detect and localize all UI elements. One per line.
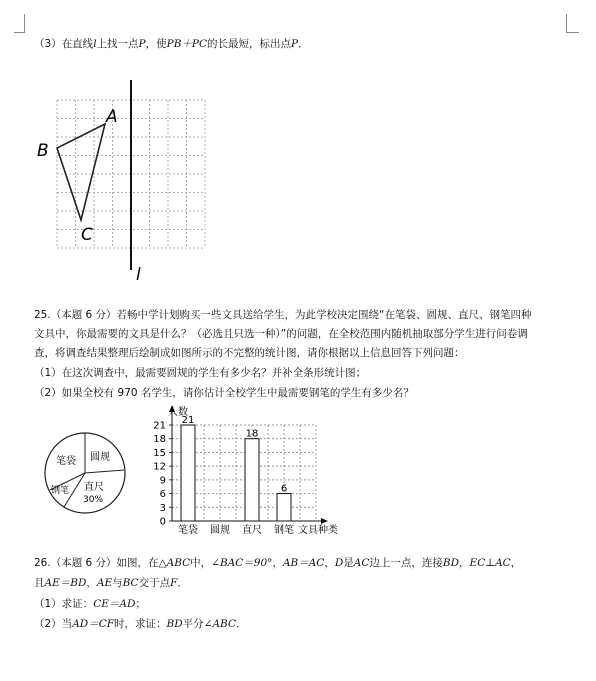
q24-part3-text: （3）在直线l上找一点P，使PB＋PC的长最短，标出点P． xyxy=(34,38,309,50)
corner-mark-top-right xyxy=(566,14,579,33)
bar-3 xyxy=(277,494,291,521)
q26-sub2: （2）当AD＝CF时，求证：BD平分∠ABC． xyxy=(34,618,247,630)
y-tick-label-1: 3 xyxy=(159,502,166,514)
bar-value-label-3: 6 xyxy=(280,483,288,495)
x-tick-label-3: 钢笔 xyxy=(274,525,294,536)
bar-value-label-2: 18 xyxy=(245,428,259,440)
bar-chart xyxy=(140,400,340,540)
label-a: A xyxy=(106,107,118,127)
y-tick-label-7: 21 xyxy=(153,420,166,432)
x-axis-label: 文具种类 xyxy=(298,525,338,536)
bar-value-label-0: 21 xyxy=(181,415,195,426)
x-tick-label-1: 圆规 xyxy=(210,525,230,536)
y-tick-label-5: 15 xyxy=(153,447,166,459)
q25-line1: 25.（本题 6 分）若畅中学计划购买一些文具送给学生，为此学校决定围绕“在笔袋、圆规、直尺、钢笔四种 xyxy=(34,309,532,321)
pie-label-gangbi: 钢笔 xyxy=(51,486,70,496)
x-axis-arrow xyxy=(321,518,328,524)
q26-sub1: （1）求证：CE＝AD； xyxy=(34,598,146,610)
q26-line1: 26.（本题 6 分）如图，在△ABC中，∠BAC＝90°，AB＝AC，D是AC边上一点，连接BD，EC⊥AC， xyxy=(34,557,522,569)
pie-label-yuangui: 圆规 xyxy=(90,452,110,463)
triangle-abc xyxy=(57,124,105,220)
corner-mark-top-left xyxy=(14,14,25,33)
label-c: C xyxy=(81,225,93,245)
bar-0 xyxy=(181,425,195,521)
y-tick-label-6: 18 xyxy=(153,434,166,446)
q25-line3: 查，将调查结果整理后绘制成如图所示的不完整的统计图，请你根据以上信息回答下列问题： xyxy=(34,347,465,359)
q26-line2: 且AE＝BD，AE与BC交于点F． xyxy=(34,577,188,589)
y-tick-label-0: 0 xyxy=(159,516,166,528)
pie-label-percent: 30% xyxy=(83,495,104,505)
pie-chart xyxy=(42,430,132,520)
y-tick-label-4: 12 xyxy=(153,461,166,473)
y-tick-label-3: 9 xyxy=(159,475,166,487)
y-tick-label-2: 6 xyxy=(159,489,166,501)
grid-figure xyxy=(30,72,220,282)
x-tick-label-2: 直尺 xyxy=(242,525,262,536)
bar-2 xyxy=(245,439,259,521)
pie-label-zhichi: 直尺 xyxy=(84,482,104,493)
q25-sub2: （2）如果全校有 970 名学生，请你估计全校学生中最需要钢笔的学生有多少名？ xyxy=(34,387,414,399)
q25-line2: 文具中，你最需要的文具是什么？（必选且只选一种）”的问题，在全校范围内随机抽取部分学生进行问卷调 xyxy=(34,328,528,340)
y-axis-label: 人数 xyxy=(168,407,188,418)
q25-sub1: （1）在这次调查中，最需要圆规的学生有多少名？并补全条形统计图； xyxy=(34,367,367,379)
pie-label-bidai: 笔袋 xyxy=(56,456,76,467)
label-b: B xyxy=(37,141,49,161)
label-l: l xyxy=(136,265,141,282)
x-tick-label-0: 笔袋 xyxy=(178,525,198,536)
